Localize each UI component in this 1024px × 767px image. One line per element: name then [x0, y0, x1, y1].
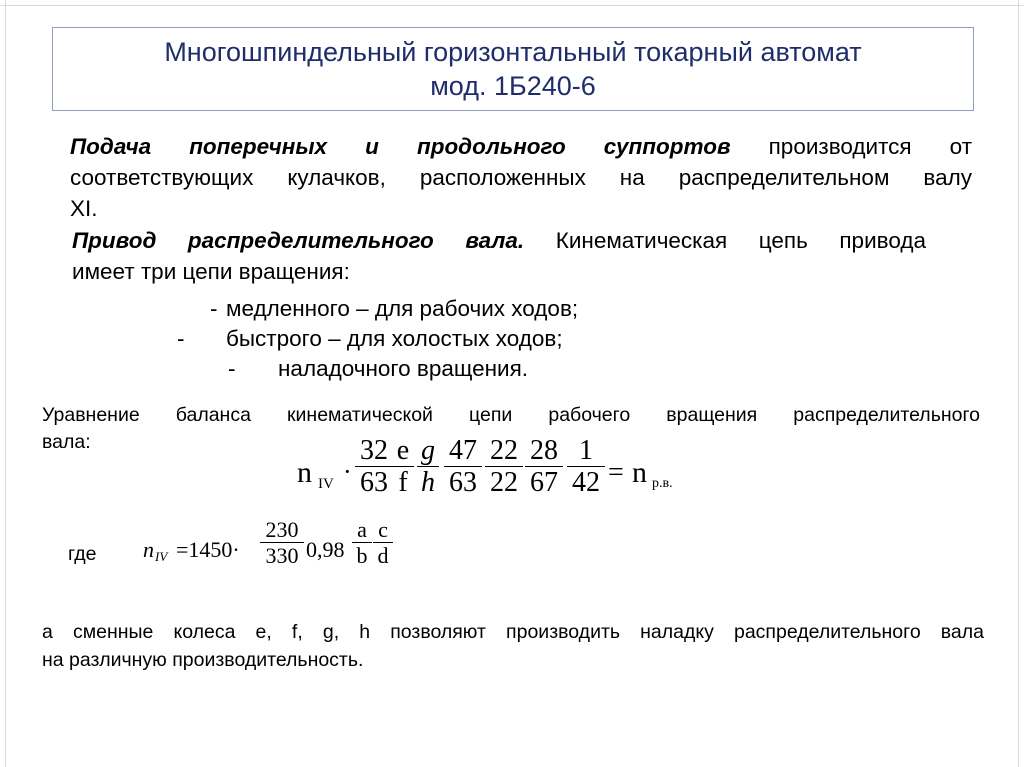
formula1-lhs: n [297, 456, 312, 489]
formula1-rhs-sub: р.в. [652, 476, 673, 491]
paragraph-feed-line-2: соответствующих кулачков, расположенных на распределительном валу [70, 165, 972, 190]
formula1-fraction-2: e f [392, 436, 414, 498]
paragraph-feed [70, 131, 972, 224]
formula2-lhs: n [143, 537, 154, 562]
drive-heading: Привод распределительного вала. [72, 228, 525, 253]
feed-heading: Подача поперечных и продольного суппортов [70, 134, 731, 159]
paragraph-drive-line-1: Привод распределительного вала. Кинематическая цепь привода [72, 228, 927, 253]
formula1-equals: = [608, 457, 624, 488]
list-item-setup: наладочного вращения. [278, 356, 529, 381]
frame-line-right [1018, 0, 1019, 767]
formula2-frac-230-330: 230 330 [260, 518, 304, 567]
list-dash-1: - [210, 296, 218, 321]
final-text-line-2: на различную производительность. [42, 649, 364, 671]
formula1-fraction-1: 32 63 [355, 436, 393, 498]
formula2-lhs-sub: IV [155, 549, 168, 564]
where-label: где [68, 543, 97, 565]
paragraph-feed-line-3: XI. [70, 196, 98, 221]
formula1-lhs-sub: IV [318, 476, 334, 492]
formula1-fraction-7: 1 42 [567, 436, 605, 498]
list-item-slow: медленного – для рабочих ходов; [226, 296, 579, 321]
formula1-dot: · [343, 457, 352, 486]
frame-line-left [5, 0, 6, 767]
list-dash-2: - [177, 326, 185, 351]
paragraph-feed-line-1: Подача поперечных и продольного суппортов производится от [70, 134, 973, 159]
final-text-line-1: а сменные колеса e, f, g, h позволяют производить наладку распределительного вала [42, 621, 984, 643]
balance-text-line-1: Уравнение баланса кинематической цепи рабочего вращения распределительного [42, 404, 980, 426]
list-dash-3: - [228, 356, 236, 381]
formula2-coef: 0,98 [306, 537, 345, 562]
formula2-value: =1450· [176, 537, 240, 562]
formula2-frac-a-b: a b [352, 518, 372, 567]
list-item-fast: быстрого – для холостых ходов; [226, 326, 563, 351]
formula1-fraction-3: g h [417, 436, 439, 498]
slide-title: Многошпиндельный горизонтальный токарный автомат [164, 37, 862, 67]
paragraph-drive-line-2: имеет три цепи вращения: [72, 259, 350, 284]
formula2-frac-c-d: c d [373, 518, 393, 567]
formula1-rhs: n [632, 456, 647, 489]
title-box [52, 27, 974, 111]
paragraph-drive [72, 225, 926, 287]
formula1-fraction-5: 22 22 [485, 436, 523, 498]
formula1-fraction-6: 28 67 [525, 436, 563, 498]
slide-subtitle: мод. 1Б240-6 [430, 71, 596, 101]
formula1-fraction-4: 47 63 [444, 436, 482, 498]
frame-line-top [0, 5, 1024, 6]
final-text [42, 618, 984, 674]
balance-text-line-2: вала: [42, 431, 91, 453]
